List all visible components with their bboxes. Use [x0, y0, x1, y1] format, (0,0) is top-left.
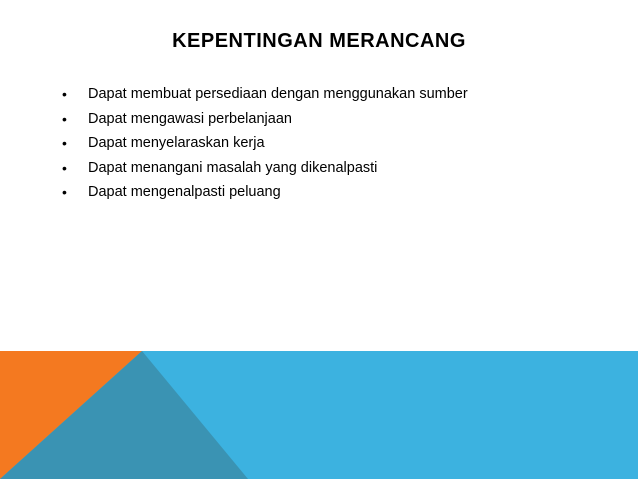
bullet-icon: •	[62, 110, 67, 127]
bullet-text: Dapat menangani masalah yang dikenalpasti	[88, 159, 378, 176]
bullet-text: Dapat menyelaraskan kerja	[88, 135, 265, 151]
bullet-icon: •	[62, 159, 67, 176]
bullet-icon: •	[62, 135, 67, 151]
footer-decoration	[0, 351, 638, 479]
bullet-text: Dapat mengawasi perbelanjaan	[88, 110, 292, 127]
bullet-text: Dapat mengenalpasti peluang	[88, 184, 281, 200]
bullet-icon: •	[62, 86, 67, 102]
slide-title: KEPENTINGAN MERANCANG	[172, 30, 466, 52]
bullet-icon: •	[62, 184, 67, 200]
bullet-text: Dapat membuat persediaan dengan menggunakan sumber	[88, 86, 468, 102]
